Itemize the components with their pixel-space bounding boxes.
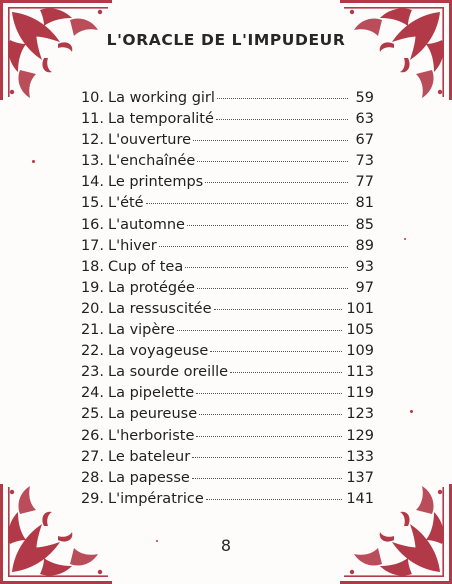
toc-dot-leader	[196, 393, 342, 394]
toc-dot-leader	[159, 246, 348, 247]
toc-entry-number: 14.	[80, 174, 104, 191]
toc-entry-title: La voyageuse	[108, 343, 209, 360]
toc-entry-title: Cup of tea	[108, 258, 184, 275]
toc-entry	[78, 362, 374, 383]
toc-entry-title: L'hiver	[108, 237, 157, 254]
toc-dot-leader	[192, 457, 342, 458]
toc-entry-number: 25.	[80, 406, 104, 423]
decorative-speck	[404, 560, 406, 562]
toc-entry	[78, 468, 374, 489]
toc-entry	[78, 130, 374, 151]
toc-entry	[78, 109, 374, 130]
toc-entry-title: Le printemps	[108, 174, 204, 191]
toc-entry-title: La vipère	[108, 322, 175, 339]
toc-dot-leader	[206, 499, 343, 500]
toc-entry-title: L'herboriste	[108, 427, 195, 444]
toc-entry-number: 19.	[80, 279, 104, 296]
toc-dot-leader	[230, 372, 342, 373]
toc-entry-page: 59	[355, 90, 374, 106]
toc-dot-leader	[210, 351, 342, 352]
toc-dot-leader	[216, 119, 348, 120]
toc-entry-number: 24.	[80, 385, 104, 402]
toc-entry-number: 29.	[80, 490, 104, 507]
toc-entry-page: 97	[355, 279, 374, 296]
toc-entry-title: La ressuscitée	[108, 300, 212, 317]
toc-entry-title: L'ouverture	[108, 132, 192, 149]
toc-entry	[78, 426, 374, 447]
toc-entry	[78, 320, 374, 341]
toc-dot-leader	[185, 267, 348, 268]
toc-entry-number: 21.	[80, 322, 104, 339]
running-header-title: L'ORACLE DE L'IMPUDEUR	[106, 31, 346, 49]
toc-entry-title: La protégée	[108, 279, 195, 296]
toc-dot-leader	[214, 309, 343, 310]
toc-entry-title: La temporalité	[108, 111, 214, 128]
toc-entry-number: 26.	[80, 427, 104, 444]
decorative-speck	[404, 238, 406, 240]
toc-entry-page: 93	[355, 258, 374, 275]
toc-entry-title: La pipelette	[108, 385, 195, 402]
toc-entry	[78, 404, 374, 425]
toc-entry-page: 85	[355, 216, 374, 233]
toc-entry-number: 17.	[80, 237, 104, 254]
toc-entry-page: 113	[346, 364, 374, 381]
toc-entry-title: L'impératrice	[108, 490, 204, 507]
decorative-speck	[410, 410, 413, 413]
toc-entry-title: La working girl	[108, 90, 215, 106]
toc-entry-page: 123	[346, 406, 374, 423]
toc-entry-page: 119	[346, 385, 374, 402]
toc-entry	[78, 151, 374, 172]
toc-entry	[78, 236, 374, 257]
toc-entry-title: L'été	[108, 195, 144, 212]
toc-entry-page: 73	[355, 153, 374, 170]
toc-entry-page: 67	[355, 132, 374, 149]
toc-entry-number: 10.	[80, 90, 104, 106]
toc-dot-leader	[199, 414, 342, 415]
toc-entry-number: 11.	[80, 111, 104, 128]
toc-entry-number: 15.	[80, 195, 104, 212]
toc-entry-number: 12.	[80, 132, 104, 149]
table-of-contents	[78, 88, 374, 510]
toc-dot-leader	[197, 288, 348, 289]
toc-entry-page: 105	[346, 322, 374, 339]
toc-entry	[78, 278, 374, 299]
toc-entry-page: 63	[355, 111, 374, 128]
toc-entry-title: L'enchaînée	[108, 153, 196, 170]
toc-entry-number: 22.	[80, 343, 104, 360]
toc-dot-leader	[146, 203, 348, 204]
toc-entry-page: 89	[355, 237, 374, 254]
toc-entry-number: 13.	[80, 153, 104, 170]
toc-entry-title: L'automne	[108, 216, 185, 233]
toc-entry	[78, 489, 374, 510]
toc-entry	[78, 299, 374, 320]
toc-dot-leader	[187, 225, 348, 226]
toc-entry-page: 129	[346, 427, 374, 444]
toc-entry-page: 81	[355, 195, 374, 212]
toc-dot-leader	[205, 182, 348, 183]
floral-corner-ornament-icon	[340, 0, 452, 100]
toc-entry	[78, 383, 374, 404]
toc-entry	[78, 193, 374, 214]
toc-entry	[78, 447, 374, 468]
toc-entry	[78, 172, 374, 193]
toc-entry	[78, 88, 374, 109]
toc-entry-page: 101	[346, 300, 374, 317]
toc-entry	[78, 257, 374, 278]
toc-entry-page: 137	[346, 469, 374, 486]
toc-dot-leader	[217, 98, 348, 99]
toc-entry-title: La sourde oreille	[108, 364, 229, 381]
toc-entry-title: Le bateleur	[108, 448, 191, 465]
toc-entry-title: La peureuse	[108, 406, 198, 423]
toc-dot-leader	[197, 161, 348, 162]
toc-entry-page: 133	[346, 448, 374, 465]
floral-corner-ornament-icon	[0, 0, 112, 100]
toc-entry-number: 28.	[80, 469, 104, 486]
toc-entry-page: 77	[355, 174, 374, 191]
toc-dot-leader	[193, 140, 348, 141]
toc-entry-number: 23.	[80, 364, 104, 381]
page-number: 8	[220, 536, 232, 555]
toc-entry-page: 109	[346, 343, 374, 360]
toc-dot-leader	[192, 478, 342, 479]
toc-entry-page: 141	[346, 490, 374, 507]
decorative-speck	[32, 160, 35, 163]
toc-entry-number: 18.	[80, 258, 104, 275]
toc-dot-leader	[196, 436, 342, 437]
toc-entry-number: 16.	[80, 216, 104, 233]
toc-entry-title: La papesse	[108, 469, 190, 486]
toc-entry	[78, 341, 374, 362]
toc-entry-number: 27.	[80, 448, 104, 465]
toc-entry	[78, 215, 374, 236]
toc-dot-leader	[177, 330, 342, 331]
toc-entry-number: 20.	[80, 300, 104, 317]
